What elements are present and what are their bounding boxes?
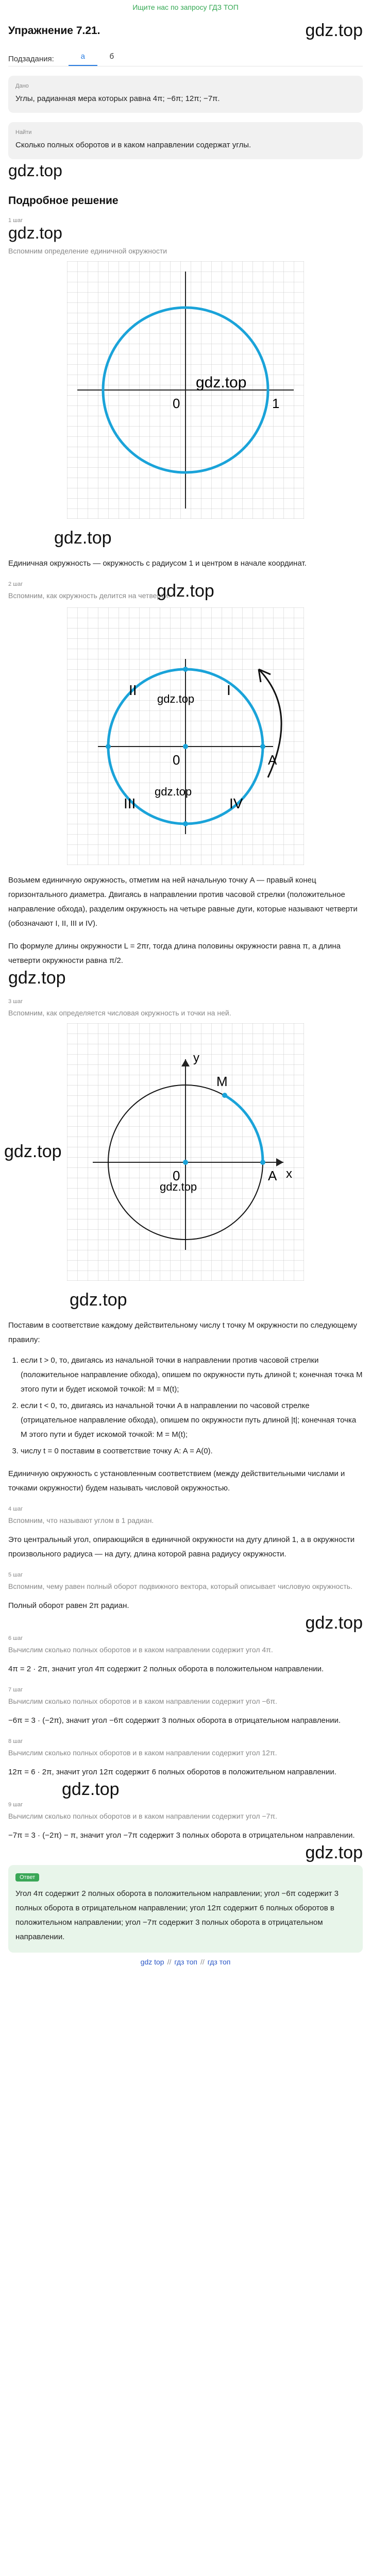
origin-label: 0 xyxy=(173,1168,180,1183)
subtasks-bar xyxy=(0,41,371,66)
step-tag: 7 шаг xyxy=(8,1687,23,1693)
given-card xyxy=(8,76,363,113)
point-a-label: A xyxy=(268,1168,277,1183)
number-circle-diagram xyxy=(67,1023,304,1281)
watermark: gdz.top xyxy=(8,224,62,242)
watermark: gdz.top xyxy=(54,528,112,548)
solution-title: Подробное решение xyxy=(8,195,119,207)
step-hint: Вспомним, чему равен полный оборот подвижного вектора, который описывает числовую окружность. xyxy=(8,1582,352,1590)
given-text: Углы, радианная мера которых равна 4π; −6π; 12π; −7π. xyxy=(15,94,220,103)
step-9 xyxy=(8,1802,363,1820)
watermark: gdz.top xyxy=(8,968,66,988)
step-4-text: Это центральный угол, опирающийся в единичной окружности на дугу длиной 1, а в окружности произвольного радиуса — на дугу, длина которой равна радиусу окружности. xyxy=(8,1535,355,1558)
axis-x-label: x xyxy=(286,1167,292,1181)
step-hint: Вычислим сколько полных оборотов и в каком направлении содержит угол 4π. xyxy=(8,1646,273,1654)
find-tag: Найти xyxy=(15,129,32,135)
step-hint: Вычислим сколько полных оборотов и в каком направлении содержит угол −6π. xyxy=(8,1697,277,1705)
find-text: Сколько полных оборотов и в каком направлении содержат углы. xyxy=(15,141,251,149)
watermark: gdz.top xyxy=(305,1843,363,1862)
quarter-3-label: III xyxy=(124,795,136,811)
step-tag: 2 шаг xyxy=(8,581,23,587)
one-label: 1 xyxy=(272,396,280,411)
step-4 xyxy=(8,1506,363,1524)
step-1-text: Единичная окружность — окружность с радиусом 1 и центром в начале координат. xyxy=(8,559,307,568)
step-hint: Вспомним, как окружность делится на четверти. xyxy=(8,591,171,600)
step-hint: Вспомним, как определяется числовая окружность и точки на ней. xyxy=(8,1009,231,1017)
watermark: gdz.top xyxy=(8,161,62,180)
step-7 xyxy=(8,1687,363,1705)
step-5-text: Полный оборот равен 2π радиан. xyxy=(8,1601,129,1610)
watermark: gdz.top xyxy=(157,581,214,601)
watermark: gdz.top xyxy=(155,785,192,798)
answer-text: Угол 4π содержит 2 полных оборота в положительном направлении; угол −6π содержит 3 полных оборота в отрицательном направлении; угол 12π содержит 6 полных оборотов в положительном направлении; угол −7π содержит 3 полных оборота в отрицательном направлении. xyxy=(15,1889,339,1941)
footer-link[interactable]: гдз топ xyxy=(174,1958,197,1966)
axis-y-label: y xyxy=(193,1051,199,1065)
watermark: gdz.top xyxy=(305,21,363,40)
quarters-diagram xyxy=(67,607,304,865)
footer-separator: // xyxy=(167,1958,172,1966)
subtask-tab-a[interactable]: а xyxy=(69,52,97,66)
watermark: gdz.top xyxy=(196,374,247,391)
step-tag: 6 шаг xyxy=(8,1635,23,1641)
step-tag: 4 шаг xyxy=(8,1506,23,1512)
watermark: gdz.top xyxy=(70,1290,127,1310)
find-card xyxy=(8,122,363,159)
step-hint: Вычислим сколько полных оборотов и в каком направлении содержит угол 12π. xyxy=(8,1749,277,1757)
step-2-text-2: По формуле длины окружности L = 2πr, тогда длина половины окружности равна π, а длина четверти окружности равна π/2. xyxy=(8,942,341,965)
footer-link[interactable]: гдз топ xyxy=(207,1958,231,1966)
origin-label: 0 xyxy=(173,396,180,411)
list-item: 1. если t > 0, то, двигаясь из начальной точки в направлении против часовой стрелки (положительное направление обхода), опишем по окружности путь длиной t; конечная точка M этого пути и будет искомой точкой: M = M(t); xyxy=(21,1353,363,1397)
watermark: gdz.top xyxy=(160,1180,197,1193)
unit-circle-diagram xyxy=(67,261,304,519)
point-a-label: A xyxy=(268,752,277,768)
step-hint: Вспомним определение единичной окружности xyxy=(8,247,167,255)
step-6-text: 4π = 2 · 2π, значит угол 4π содержит 2 полных оборота в положительном направлении. xyxy=(8,1665,324,1673)
step-hint: Вспомним, что называют углом в 1 радиан. xyxy=(8,1516,154,1524)
footer xyxy=(0,1958,371,1966)
given-tag: Дано xyxy=(15,83,29,89)
step-8-text: 12π = 6 · 2π, значит угол 12π содержит 6 полных оборотов в положительном направлении. xyxy=(8,1768,336,1776)
list-item: 3. числу t = 0 поставим в соответствие точку A: A = A(0). xyxy=(21,1444,363,1459)
quarter-2-label: II xyxy=(129,682,137,698)
subtasks-label: Подзадания: xyxy=(8,55,54,63)
step-hint: Вычислим сколько полных оборотов и в каком направлении содержит угол −7π. xyxy=(8,1812,277,1820)
top-promo-link[interactable]: Ищите нас по запросу ГДЗ ТОП xyxy=(132,3,239,11)
step-tag: 9 шаг xyxy=(8,1802,23,1808)
step-tag: 3 шаг xyxy=(8,998,23,1005)
step-tag: 8 шаг xyxy=(8,1738,23,1744)
subtask-tab-b[interactable]: б xyxy=(109,52,114,61)
step-7-text: −6π = 3 · (−2π), значит угол −6π содержит 3 полных оборота в отрицательном направлении. xyxy=(8,1716,341,1725)
step-5 xyxy=(8,1572,363,1590)
step-3-list xyxy=(21,1353,363,1459)
step-1 xyxy=(8,217,363,255)
list-item: 2. если t < 0, то, двигаясь из начальной точки A в направлении по часовой стрелке (отрицательное направление обхода), опишем по окружности путь длиной |t|; конечная точка M этого пути и будет искомой точкой: M = M(t); xyxy=(21,1399,363,1442)
step-3-text: Единичную окружность с установленным соответствием (между действительными числами и точками окружности) будем называть числовой окружностью. xyxy=(8,1469,345,1493)
step-6 xyxy=(8,1635,363,1654)
quarter-1-label: I xyxy=(227,682,231,698)
watermark: gdz.top xyxy=(305,1613,363,1633)
point-m-label: M xyxy=(216,1074,228,1089)
answer-card xyxy=(8,1865,363,1953)
footer-link[interactable]: gdz top xyxy=(140,1958,164,1966)
watermark: gdz.top xyxy=(4,1142,62,1161)
watermark: gdz.top xyxy=(62,1780,120,1799)
origin-label: 0 xyxy=(173,752,180,768)
footer-separator: // xyxy=(200,1958,205,1966)
step-tag: 1 шаг xyxy=(8,217,23,224)
step-2-text: Возьмем единичную окружность, отметим на ней начальную точку A — правый конец горизонтального диаметра. Двигаясь в направлении против часовой стрелки (положительное направление обхода), разделим окружность на четыре равные дуги, которые называют четверти (обозначают I, II, III и IV). xyxy=(8,876,358,928)
page-title: Упражнение 7.21. xyxy=(8,24,100,37)
quarter-4-label: IV xyxy=(229,795,243,811)
step-3-intro: Поставим в соответствие каждому действительному числу t точку M окружности по следующему правилу: xyxy=(8,1321,357,1344)
step-tag: 5 шаг xyxy=(8,1572,23,1578)
answer-tag: Ответ xyxy=(15,1873,39,1882)
step-8 xyxy=(8,1738,363,1757)
watermark: gdz.top xyxy=(157,692,195,705)
step-3 xyxy=(8,998,363,1017)
step-9-text: −7π = 3 · (−2π) − π, значит угол −7π содержит 3 полных оборота в отрицательном направлении. xyxy=(8,1831,355,1840)
